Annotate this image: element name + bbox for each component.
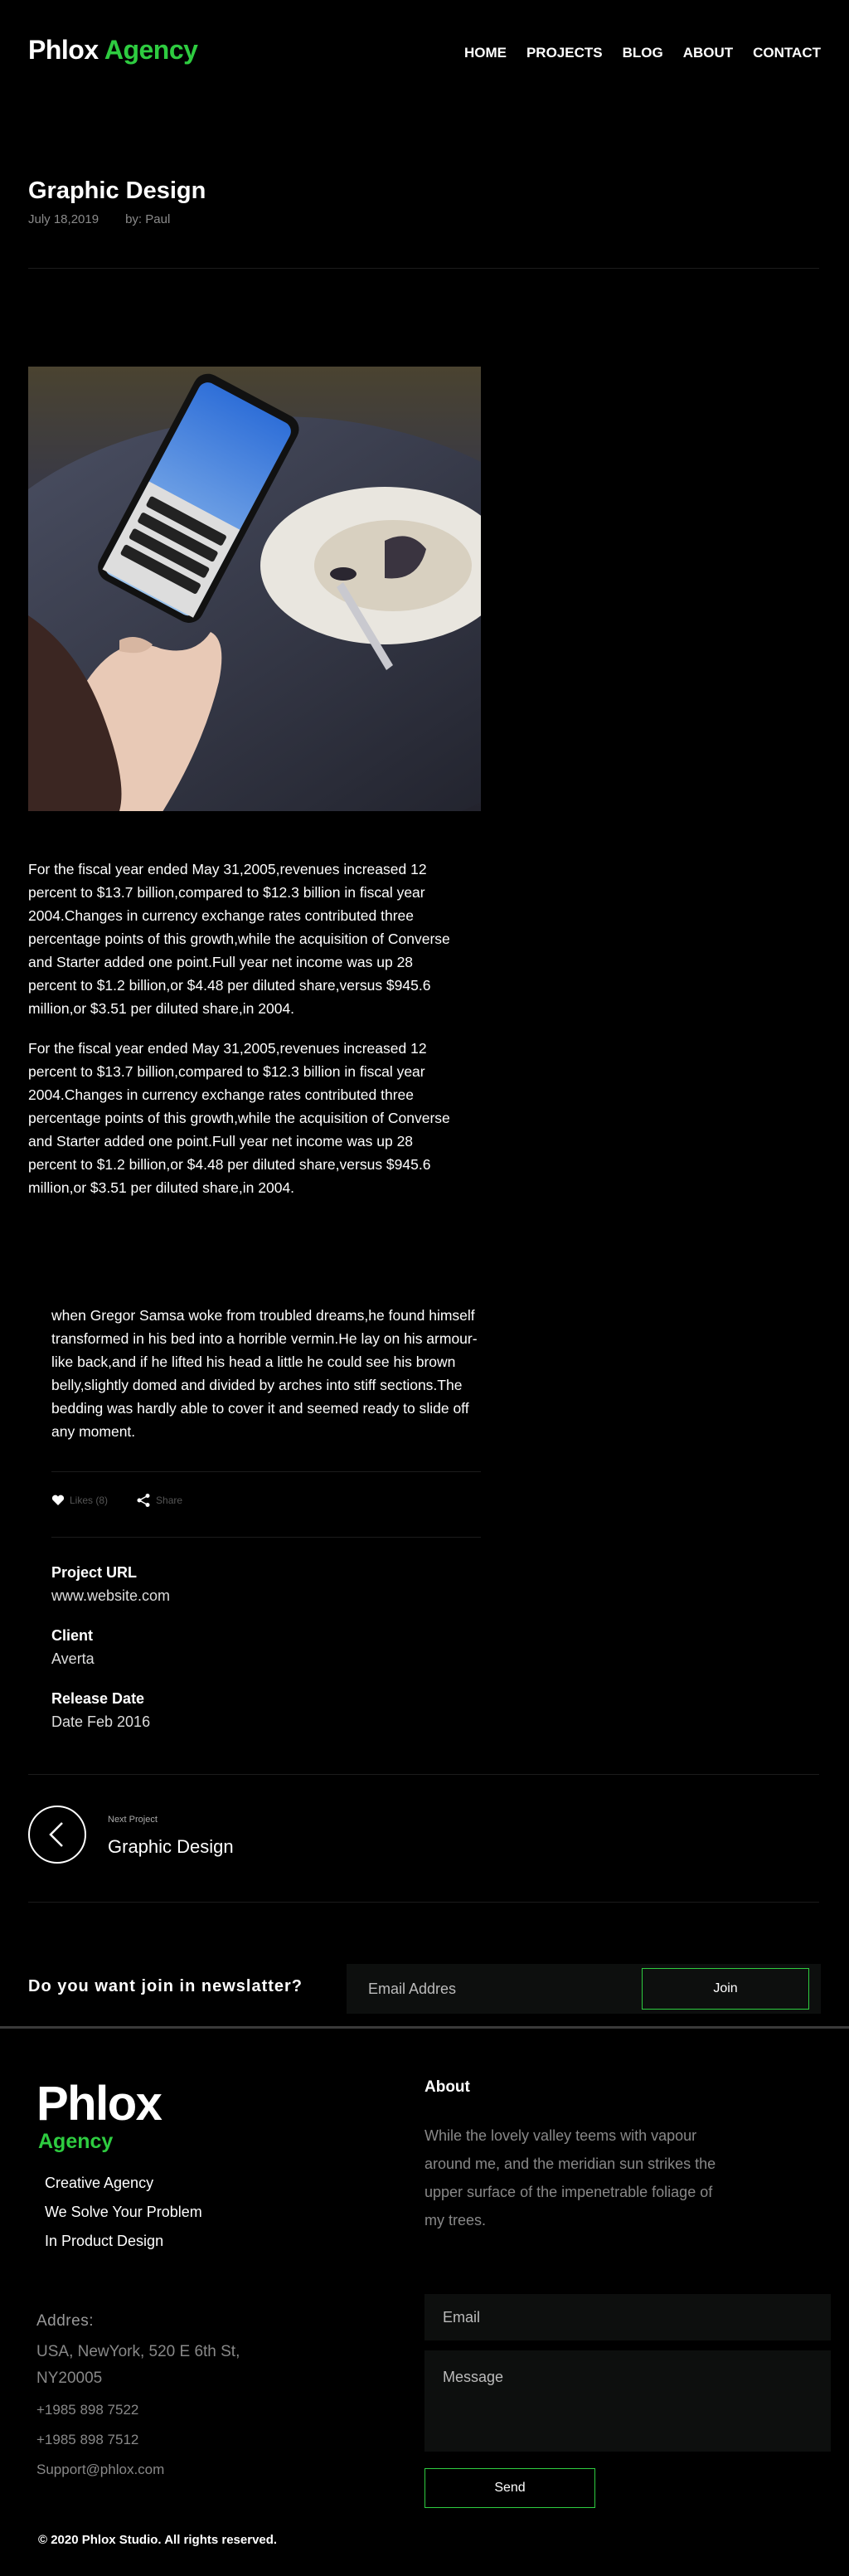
post-actions: [51, 1493, 182, 1508]
footer-logo[interactable]: Phlox: [36, 2077, 162, 2131]
divider: [28, 268, 819, 269]
share-label: Share: [156, 1495, 183, 1506]
post-meta: [28, 212, 170, 226]
nav-projects[interactable]: PROJECTS: [526, 45, 603, 61]
divider: [51, 1471, 481, 1472]
newsletter-question: Do you want join in newslatter?: [28, 1977, 303, 1995]
footer-phone-1[interactable]: +1985 898 7522: [36, 2402, 139, 2418]
main-nav: [464, 45, 821, 61]
heart-icon: [51, 1495, 65, 1506]
share-button[interactable]: [136, 1493, 182, 1508]
divider: [28, 1902, 819, 1903]
footer-divider: [0, 2026, 849, 2029]
site-logo[interactable]: [28, 35, 197, 66]
nav-home[interactable]: HOME: [463, 45, 507, 61]
post-date: July 18,2019: [28, 212, 99, 226]
newsletter-email-input[interactable]: [347, 1964, 637, 2014]
project-photo: [28, 367, 481, 811]
footer-about-title: About: [424, 2078, 470, 2096]
next-project-button[interactable]: [28, 1806, 86, 1864]
logo-brand: Phlox: [28, 35, 99, 65]
footer-address: USA, NewYork, 520 E 6th St, NY20005: [36, 2343, 240, 2387]
send-button[interactable]: Send: [424, 2468, 595, 2508]
like-button[interactable]: [51, 1495, 108, 1506]
project-url-label: Project URL: [51, 1564, 138, 1581]
nav-blog[interactable]: BLOG: [622, 45, 663, 61]
footer-about-text: While the lovely valley teems with vapour around me, and the meridian sun strikes the upper surface of the impenetrable foliage of my trees.: [424, 2127, 716, 2228]
post-author[interactable]: by: Paul: [125, 212, 171, 226]
copyright: © 2020 Phlox Studio. All rights reserved.: [38, 2533, 278, 2547]
logo-accent: Agency: [104, 35, 198, 65]
divider: [28, 1774, 819, 1775]
project-url-value[interactable]: www.website.com: [51, 1587, 171, 1604]
newsletter-form: [347, 1964, 821, 2014]
footer-address-title: Addres:: [36, 2312, 94, 2330]
release-date-value: Date Feb 2016: [51, 1713, 151, 1730]
contact-email-input[interactable]: [424, 2294, 831, 2340]
quote-text: when Gregor Samsa woke from troubled dreams,he found himself transformed in his bed into a horrible vermin.He lay on his armour-like back,and if he lifted his head a little he could see his brown belly,slightly domed and divided by arches into stiff sections.The bedding was hardly able to cover it and seemed ready to slide off any moment.: [51, 1307, 478, 1440]
release-date-label: Release Date: [51, 1690, 145, 1707]
contact-message-input[interactable]: [424, 2350, 831, 2452]
footer-tagline-2: We Solve Your Problem: [45, 2204, 202, 2220]
body-paragraph-2: For the fiscal year ended May 31,2005,revenues increased 12 percent to $13.7 billion,compared to $12.3 billion in fiscal year 2004.Changes in currency exchange rates contributed three percentage points of this growth,while the acquisition of Converse and Starter added one point.Full year net income was up 28 percent to $1.2 billion,or $4.48 per diluted share,versus $945.6 million,or $3.51 per diluted share,in 2004.: [28, 1040, 450, 1196]
footer-tagline-3: In Product Design: [45, 2233, 164, 2249]
footer-logo-accent: Agency: [38, 2130, 114, 2153]
likes-count: Likes (8): [70, 1495, 109, 1506]
nav-about[interactable]: ABOUT: [682, 45, 734, 61]
nav-contact[interactable]: CONTACT: [753, 45, 821, 61]
join-button[interactable]: Join: [642, 1968, 809, 2010]
chevron-left-icon: [47, 1821, 67, 1848]
divider: [51, 1537, 481, 1538]
next-project-caption: Next Project: [108, 1815, 158, 1825]
footer-tagline-1: Creative Agency: [45, 2175, 154, 2191]
page-title: Graphic Design: [28, 177, 206, 204]
body-paragraph-1: For the fiscal year ended May 31,2005,revenues increased 12 percent to $13.7 billion,compared to $12.3 billion in fiscal year 2004.Changes in currency exchange rates contributed three percentage points of this growth,while the acquisition of Converse and Starter added one point.Full year net income was up 28 percent to $1.2 billion,or $4.48 per diluted share,versus $945.6 million,or $3.51 per diluted share,in 2004.: [28, 861, 450, 1017]
share-icon: [136, 1493, 151, 1508]
footer-phone-2[interactable]: +1985 898 7512: [36, 2432, 139, 2447]
footer-email[interactable]: Support@phlox.com: [36, 2462, 165, 2477]
phone-in-hand-image: [28, 367, 481, 811]
client-value: Averta: [51, 1650, 95, 1667]
next-project-title[interactable]: Graphic Design: [108, 1836, 234, 1857]
client-label: Client: [51, 1627, 94, 1644]
